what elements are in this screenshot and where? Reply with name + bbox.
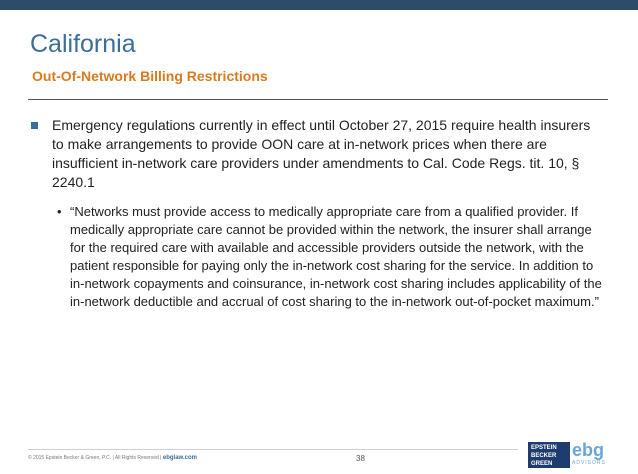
- sub-bullet: [52, 203, 602, 311]
- slide-subtitle: Out-Of-Network Billing Restrictions: [32, 68, 268, 84]
- sub-bullet-quote: “Networks must provide access to medically appropriate care from a qualified provider. If medically appropriate care cannot be provided within the network, the insurer shall arrange for the required care with available and accessible providers outside the network, with the patient responsible for paying only the in-network cost sharing for the service. In addition to in-network copayments and coinsurance, in-network cost sharing includes applicability of the in-network deductible and accrual of cost sharing to the in-network out-of-pocket maximum.”: [70, 204, 602, 309]
- firm-logo: [528, 442, 570, 468]
- ebg-logo-letters: ebg: [572, 440, 605, 460]
- advisors-logo-text: ADVISORS: [572, 460, 606, 466]
- top-bar: [0, 0, 638, 10]
- dot-bullet-icon: •: [57, 204, 62, 219]
- slide-title: California: [30, 30, 136, 58]
- footer-divider: [28, 449, 518, 450]
- square-bullet-icon: [31, 122, 38, 129]
- firm-logo-text: EPSTEIN BECKER GREEN: [531, 445, 557, 467]
- main-bullet: [31, 116, 591, 192]
- page-number: 38: [356, 454, 365, 463]
- copyright-text: © 2015 Epstein Becker & Green, P.C. | All Rights Reserved |: [28, 455, 162, 461]
- footer-link[interactable]: ebglaw.com: [162, 455, 197, 461]
- main-bullet-text: Emergency regulations currently in effect until October 27, 2015 require health insurers to make arrangements to provide OON care at in-network prices when there are insufficient in-network care providers under amendments to Cal. Code Regs. tit. 10, § 2240.1: [52, 117, 591, 190]
- footer-copyright: [28, 455, 197, 461]
- title-divider: [28, 99, 608, 100]
- ebg-advisors-logo: [572, 440, 622, 470]
